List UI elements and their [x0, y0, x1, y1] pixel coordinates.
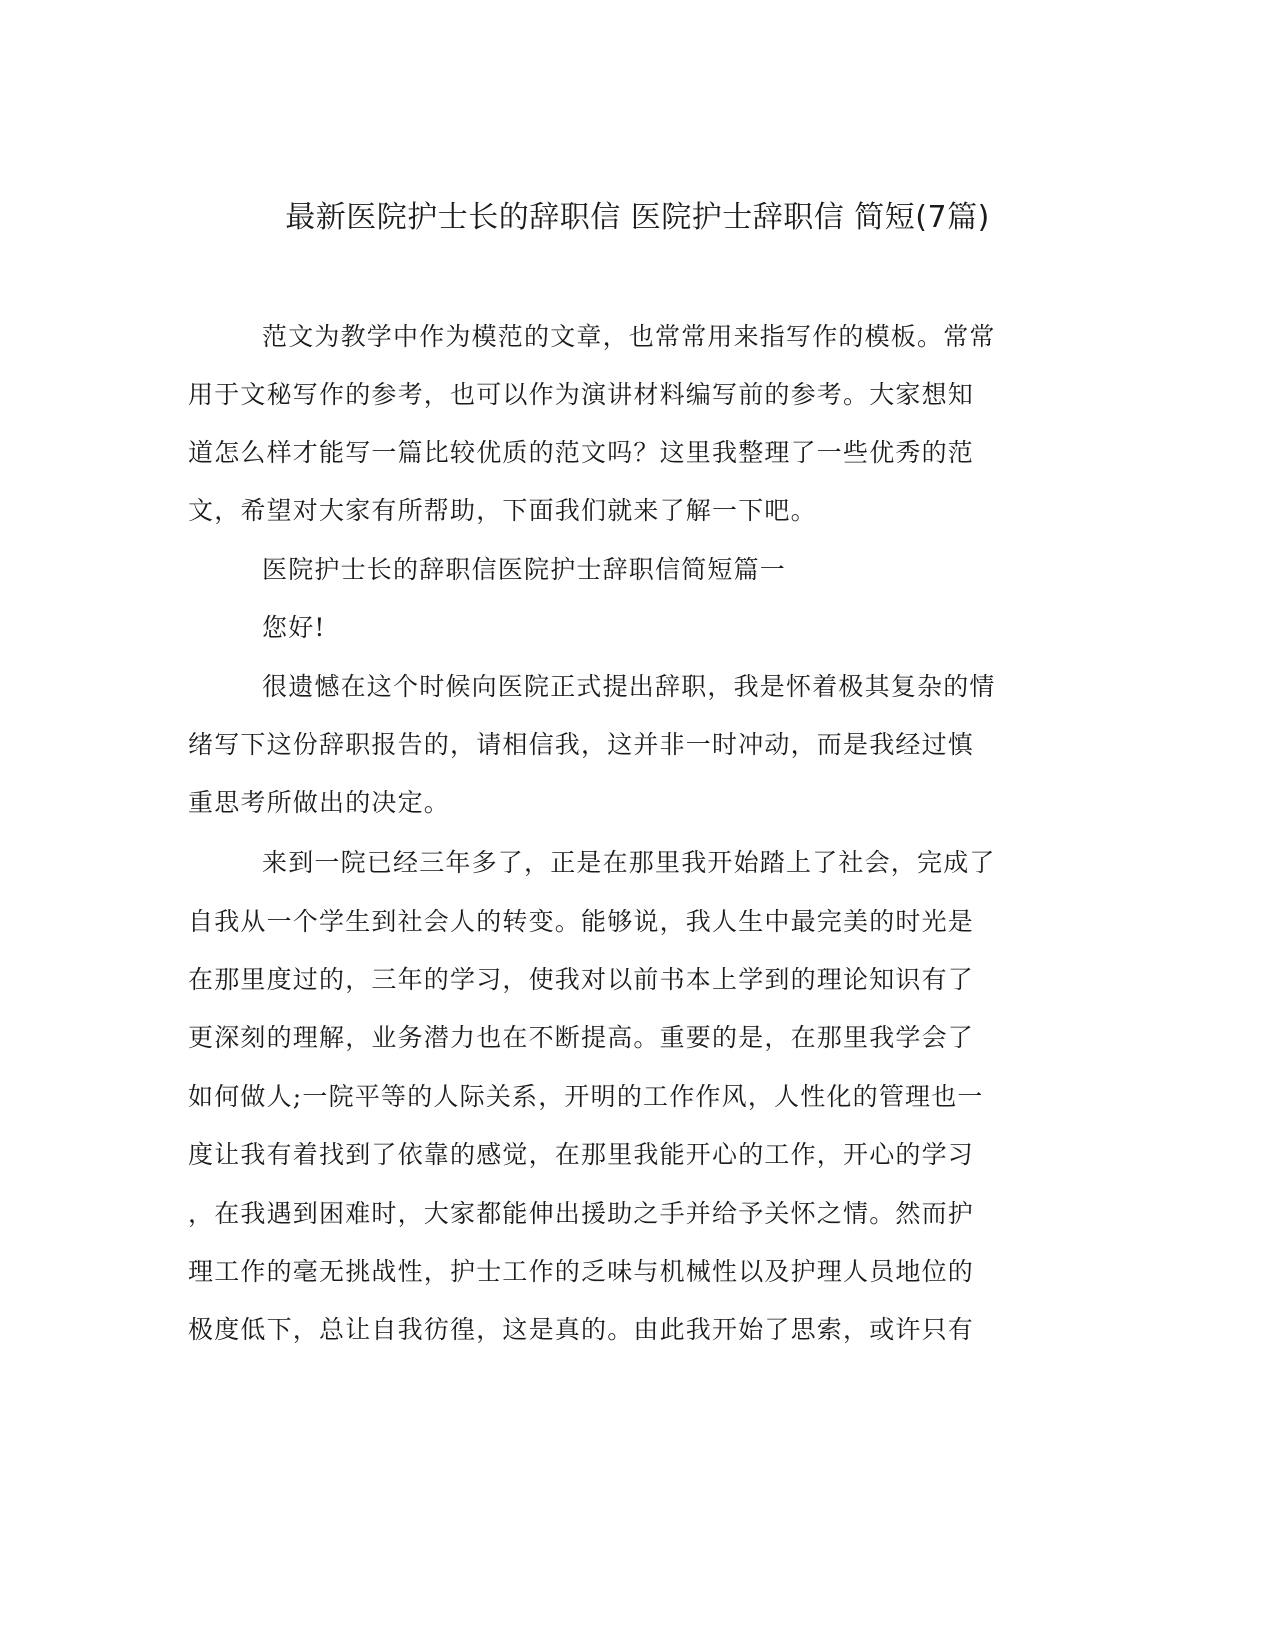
paragraph-line: 度让我有着找到了依靠的感觉，在那里我能开心的工作，开心的学习	[188, 1140, 975, 1169]
paragraph-line: 更深刻的理解，业务潜力也在不断提高。重要的是，在那里我学会了	[188, 1023, 975, 1052]
section-heading: 医院护士长的辞职信医院护士辞职信简短篇一	[262, 555, 787, 584]
paragraph-line: 理工作的毫无挑战性，护士工作的乏味与机械性以及护理人员地位的	[188, 1257, 975, 1286]
document-title: 最新医院护士长的辞职信 医院护士辞职信 简短(7篇)	[285, 200, 990, 235]
paragraph-line: 用于文秘写作的参考，也可以作为演讲材料编写前的参考。大家想知	[188, 380, 975, 409]
salutation: 您好!	[262, 613, 326, 642]
paragraph-line: 重思考所做出的决定。	[188, 788, 451, 817]
paragraph-line: 绪写下这份辞职报告的，请相信我，这并非一时冲动，而是我经过慎	[188, 730, 975, 759]
paragraph-line: 如何做人;一院平等的人际关系，开明的工作作风，人性化的管理也一	[188, 1082, 984, 1111]
paragraph-line: 极度低下，总让自我彷徨，这是真的。由此我开始了思索，或许只有	[188, 1315, 975, 1344]
paragraph-line: 文，希望对大家有所帮助，下面我们就来了解一下吧。	[188, 496, 817, 525]
paragraph-line: 自我从一个学生到社会人的转变。能够说，我人生中最完美的时光是	[188, 907, 975, 936]
paragraph-line: 在那里度过的，三年的学习，使我对以前书本上学到的理论知识有了	[188, 965, 975, 994]
paragraph-line: 范文为教学中作为模范的文章，也常常用来指写作的模板。常常	[262, 322, 996, 351]
paragraph-line: 很遗憾在这个时候向医院正式提出辞职，我是怀着极其复杂的情	[262, 672, 996, 701]
paragraph-line: 道怎么样才能写一篇比较优质的范文吗？这里我整理了一些优秀的范	[188, 438, 975, 467]
paragraph-line: ，在我遇到困难时，大家都能伸出援助之手并给予关怀之情。然而护	[188, 1199, 975, 1228]
paragraph-line: 来到一院已经三年多了，正是在那里我开始踏上了社会，完成了	[262, 848, 996, 877]
